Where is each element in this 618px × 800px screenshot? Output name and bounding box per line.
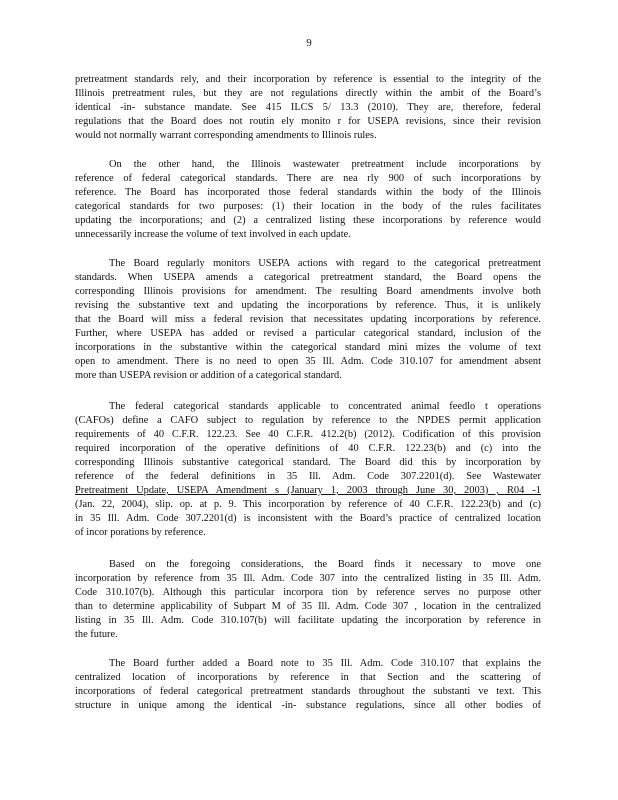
paragraph-line: incorporations in the substantive within the categorical standard mini mizes the volume of text xyxy=(75,342,541,353)
paragraph-line: open to amendment. There is no need to open 35 Ill. Adm. Code 310.107 for amendment absent xyxy=(75,356,541,367)
paragraph-line: reference. The Board has incorporated those federal standards within the body of the Illinois xyxy=(75,187,541,198)
paragraph-line: Pretreatment Update, USEPA Amendment s (January 1, 2003 through June 30, 2003) , R04 -1 xyxy=(75,485,541,496)
paragraph xyxy=(75,257,541,383)
paragraph-line: structure in unique among the identical -in- substance regulations, since all other bodies of xyxy=(75,700,541,711)
paragraph-line: reference of the federal definitions in 35 Ill. Adm. Code 307.2201(d). See Wastewater xyxy=(75,471,541,482)
paragraph-line: categorical standards for two purposes: (1) their location in the body of the rules facilitates xyxy=(75,201,541,212)
paragraph-line: standards. When USEPA amends a categorical pretreatment standard, the Board opens the xyxy=(75,272,541,283)
paragraph-line: than to determine applicability of Subpart M of 35 Ill. Adm. Code 307 , location in the centralized xyxy=(75,601,541,612)
paragraph-line: Illinois pretreatment rules, but they are not regulations directly within the ambit of the Board’s xyxy=(75,88,541,99)
paragraph-line: in 35 Ill. Adm. Code 307.2201(d) is inconsistent with the Board’s practice of centralized location xyxy=(75,513,541,524)
paragraph-line: pretreatment standards rely, and their incorporation by reference is essential to the integrity of the xyxy=(75,74,541,85)
paragraph-line: reference of federal categorical standards. There are nea rly 900 of such incorporations by xyxy=(75,173,541,184)
paragraph-line: updating the incorporations; and (2) a centralized listing these incorporations by reference would xyxy=(75,215,541,226)
paragraph xyxy=(75,158,541,242)
paragraph-line: requirements of 40 C.F.R. 122.23. See 40 C.F.R. 412.2(b) (2012). Codification of this provision xyxy=(75,429,541,440)
paragraph-line: required incorporation of the operative definitions of 40 C.F.R. 122.23(b) and (c) into the xyxy=(75,443,541,454)
paragraph-line: the future. xyxy=(75,629,118,640)
paragraph-line: (CAFOs) define a CAFO subject to regulation by reference to the NPDES permit application xyxy=(75,415,541,426)
paragraph-line: of incor porations by reference. xyxy=(75,527,206,538)
paragraph-line: that the Board will miss a federal revision that necessitates updating incorporations by reference. xyxy=(75,314,541,325)
page-number: 9 xyxy=(306,37,312,49)
paragraph-line: Further, where USEPA has added or revised a particular categorical standard, inclusion of the xyxy=(75,328,541,339)
paragraph-line: incorporations of federal categorical pretreatment standards throughout the substanti ve text. This xyxy=(75,686,541,697)
paragraph-line: revising the substantive text and updating the incorporations by reference. Thus, it is unlikely xyxy=(75,300,541,311)
paragraph-line: Based on the foregoing considerations, the Board finds it necessary to move one xyxy=(109,559,541,570)
paragraph xyxy=(75,73,541,143)
paragraph-line: incorporation by reference from 35 Ill. Adm. Code 307 into the centralized listing in 35 Ill. Adm. xyxy=(75,573,541,584)
paragraph-line: The federal categorical standards applicable to concentrated animal feedlo t operations xyxy=(109,401,541,412)
paragraph xyxy=(75,657,541,713)
paragraph xyxy=(75,400,541,540)
paragraph-line: (Jan. 22, 2004), slip. op. at p. 9. This incorporation by reference of 40 C.F.R. 122.23(b) and (c) xyxy=(75,499,541,510)
paragraph-line: would not normally warrant corresponding amendments to Illinois rules. xyxy=(75,130,377,141)
paragraph-line: unnecessarily increase the volume of text involved in each update. xyxy=(75,229,351,240)
paragraph-line: more than USEPA revision or addition of a categorical standard. xyxy=(75,370,342,381)
paragraph-line: The Board further added a Board note to 35 Ill. Adm. Code 310.107 that explains the xyxy=(109,658,541,669)
paragraph-line: corresponding Illinois substantive categorical standard. The Board did this by incorporation by xyxy=(75,457,541,468)
paragraph-line: The Board regularly monitors USEPA actions with regard to the categorical pretreatment xyxy=(109,258,541,269)
paragraph-line: Code 310.107(b). Although this particular incorpora tion by reference serves no purpose other xyxy=(75,587,541,598)
paragraph-line: listing in 35 Ill. Adm. Code 310.107(b) will facilitate updating the incorporation by reference in xyxy=(75,615,541,626)
paragraph-line: centralized location of incorporations by reference in that Section and the scattering of xyxy=(75,672,541,683)
paragraph-line: identical -in- substance mandate. See 415 ILCS 5/ 13.3 (2010). They are, therefore, federal xyxy=(75,102,541,113)
paragraph-line: corresponding Illinois provisions for amendment. The resulting Board amendments involve both xyxy=(75,286,541,297)
paragraph-line: regulations that the Board does not routin ely monito r for USEPA revisions, since their revision xyxy=(75,116,541,127)
paragraph-line: On the other hand, the Illinois wastewater pretreatment include incorporations by xyxy=(109,159,541,170)
paragraph xyxy=(75,558,541,642)
